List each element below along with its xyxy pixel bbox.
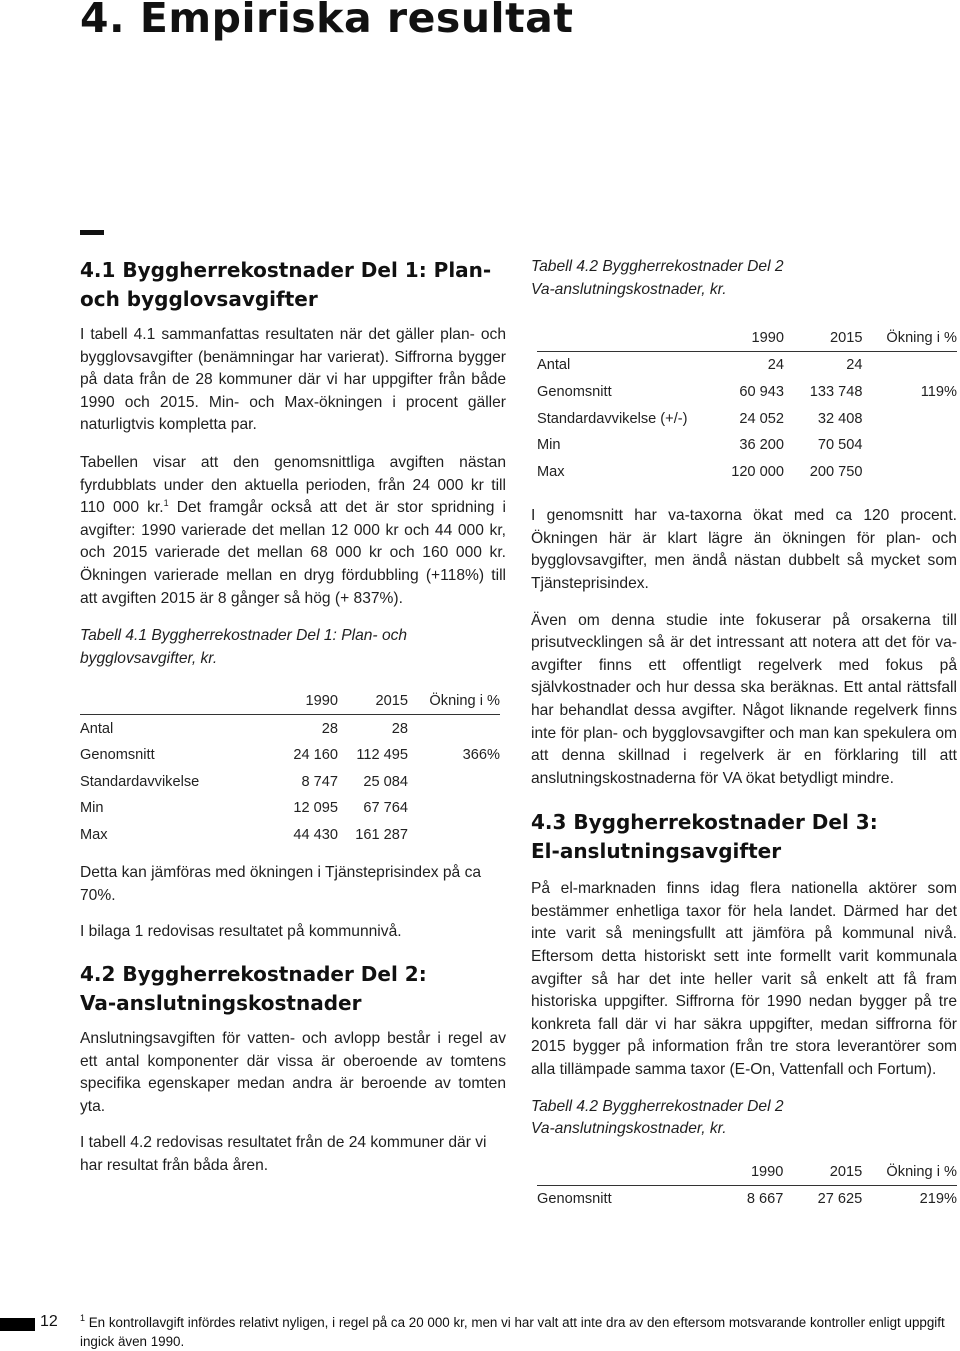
table-row [80,795,500,822]
section-4-2-paragraph-1: Anslutningsavgiften för vatten- och avlopp består i regel av ett antal komponenter där vissa är oberoende av tomtens specifika egenskaper medan andra är beroende av tomten yta. [80,1030,506,1115]
table-row-label: Genomsnitt [537,1191,612,1208]
table-row-label: Antal [80,720,114,737]
table-cell [863,459,958,486]
left-column [80,256,506,1178]
table-cell: 133 748 [809,384,863,401]
table-cell: 8 667 [746,1191,784,1208]
table-cell: 24 [767,357,784,374]
table-row-label: Genomsnitt [80,747,155,764]
table-row [537,352,957,379]
right-column [531,256,957,1212]
section-4-1-heading: 4.1 Byggherrekostnader Del 1: Plan- och bygglovsavgifter [80,258,492,311]
table-header-row [537,1159,957,1186]
section-4-1-paragraph-4: I bilaga 1 redovisas resultatet på kommunnivå. [80,923,402,941]
table-4-3 [537,1159,957,1213]
table-cell [863,405,958,432]
table-cell: 12 095 [293,800,338,817]
section-marker-dash [80,230,104,235]
table-row [537,1185,957,1212]
table-cell [408,715,500,742]
table-cell: 32 408 [817,410,863,427]
section-4-2-paragraph-2: I tabell 4.2 redovisas resultatet från de 24 kommuner där vi har resultat från båda åren. [80,1134,487,1175]
table-4-3-caption: Tabell 4.2 Byggherrekostnader Del 2 Va-anslutningskostnader, kr. [531,1097,784,1138]
table-header-cell: 2015 [829,1163,863,1180]
table-cell: 161 287 [355,826,408,843]
table-row [80,742,500,769]
table-row-label: Max [537,463,565,480]
section-4-3-heading: 4.3 Byggherrekostnader Del 3: El-anslutningsavgifter [531,810,878,864]
table-row-label: Genomsnitt [537,384,612,401]
table-row [80,822,500,849]
table-row-label: Min [80,800,104,817]
table-4-1 [80,688,500,848]
table-header-cell: Ökning i % [429,693,500,710]
table-row-label: Standardavvikelse (+/-) [537,410,688,427]
table-cell: 36 200 [739,437,784,454]
table-cell: 25 084 [363,773,408,790]
page-number: 12 [40,1313,58,1330]
table-row-label: Standardavvikelse [80,773,200,790]
table-header-cell: 1990 [305,693,338,710]
table-row [537,379,957,406]
table-4-2-caption: Tabell 4.2 Byggherrekostnader Del 2 Va-anslutningskostnader, kr. [531,258,784,298]
table-cell [863,352,958,379]
table-cell: 28 [321,720,338,737]
table-cell: 44 430 [293,826,338,843]
table-header-blank [537,1159,710,1186]
table-header-cell: 1990 [750,1163,784,1180]
table-cell: 67 764 [363,800,408,817]
table-header-row [80,688,500,715]
table-row-label: Max [80,826,108,843]
table-row [537,405,957,432]
footnote: $^1$ En kontrollavgift infördes relativt nyligen, i regel på ca 20 000 kr, men vi har valt att inte dra av den eftersom motsvarande kontroller enligt uppgift ingick även 1990. [80,1313,945,1349]
table-cell: 366% [462,747,500,764]
table-cell [408,822,500,849]
table-header-blank [80,688,258,715]
table-cell: 24 [846,357,863,374]
table-header-row [537,325,957,352]
table-row [537,459,957,486]
table-cell: 27 625 [817,1191,863,1208]
table-header-cell: 2015 [375,693,408,710]
table-header-cell: Ökning i % [886,1163,957,1180]
section-4-1-paragraph-3: Detta kan jämföras med ökningen i Tjänsteprisindex på ca 70%. [80,864,482,904]
section-4-2-paragraph-4: Även om denna studie inte fokuserar på orsakerna till prisutvecklingen så är det intressant att notera att det för va-avgifter finns ett offentligt regelverk med fokus på självkostnader och hur dessa ska beräknas. Ett antal rättsfall har behandlat dessa avgifter. Något liknande regelverk finns inte för plan- och bygglovsavgifter och man kan spekulera om att denna skillnad i regelverk är en förklaring till att anslutningskostnaderna för VA ökat betydligt mindre. [531,611,957,787]
table-4-1-caption: Tabell 4.1 Byggherrekostnader Del 1: Plan- och bygglovsavgifter, kr. [80,627,408,667]
table-cell: 28 [391,720,408,737]
table-4-2 [537,325,957,485]
table-row-label: Antal [537,357,571,374]
table-row [537,432,957,459]
section-4-2-heading: 4.2 Byggherrekostnader Del 2: Va-anslutningskostnader [80,962,427,1016]
table-row [80,769,500,796]
table-cell [408,769,500,796]
section-4-1-paragraph-1: I tabell 4.1 sammanfattas resultaten när det gäller plan- och bygglovsavgifter (benämningar har varierat). Siffrorna bygger på data från de 28 kommuner där vi har uppgifter från både 1990 och 2015. Min- och Max-ökningen i procent gäller naturligtvis kompletta par. [80,326,506,434]
table-header-blank [537,325,711,352]
table-cell: 219% [919,1191,957,1208]
table-cell [863,432,958,459]
table-cell: 112 495 [356,747,408,764]
footer-bar [0,1318,35,1331]
table-header-cell: 1990 [751,330,784,347]
table-header-cell: 2015 [830,330,863,347]
section-4-2-paragraph-3: I genomsnitt har va-taxorna ökat med ca 120 procent. Ökningen här är klart lägre än ökningen för plan- och bygglovsavgifter, men ändå nästan dubbelt så mycket som Tjänsteprisindex. [531,507,957,592]
chapter-title: 4. Empiriska resultat [80,0,574,42]
table-cell: 119% [920,384,957,401]
table-header-cell: Ökning i % [886,330,957,347]
table-row [80,715,500,742]
section-4-1-paragraph-2: Tabellen visar att den genomsnittliga avgiften nästan fyrdubblats under den aktuella perioden, från 24 000 kr till 110 000 kr.$^1$ Det framgår också att det är stor spridning i avgifter: 1990 varierade det mellan 12 000 kr och 44 000 kr, och 2015 varierade det mellan 68 000 kr och 160 000 kr. Ökningen varierade mellan en dryg fördubbling (+118%) till att avgiften 2015 är 8 gånger så hög (+ 837%). [80,453,506,607]
table-cell: 70 504 [817,437,863,454]
table-cell: 8 747 [301,773,338,790]
table-cell [408,795,500,822]
table-cell: 200 750 [809,463,863,480]
table-row-label: Min [537,437,561,454]
table-cell: 24 052 [739,410,784,427]
table-cell: 24 160 [293,747,338,764]
section-4-3-paragraph-1: På el-marknaden finns idag flera nationella aktörer som bestämmer enhetliga taxor för hela landet. Därmed har det inte varit så meningsfullt att jämföra på kommunal nivå. Eftersom detta historiskt sett inte formellt varit kommunala avgifter så har det inte heller varit så enkelt att få fram historiska uppgifter. Siffrorna för 1990 nedan bygger på tre konkreta fall där vi har säkra uppgifter, medan siffrorna för 2015 bygger på information från tre stora leverantörer som alla tillämpade samma taxor (E-On, Vattenfall och Fortum). [531,880,957,1079]
footnote-reference: 1 [163,498,169,509]
table-cell: 120 000 [731,463,784,480]
table-cell: 60 943 [739,384,784,401]
